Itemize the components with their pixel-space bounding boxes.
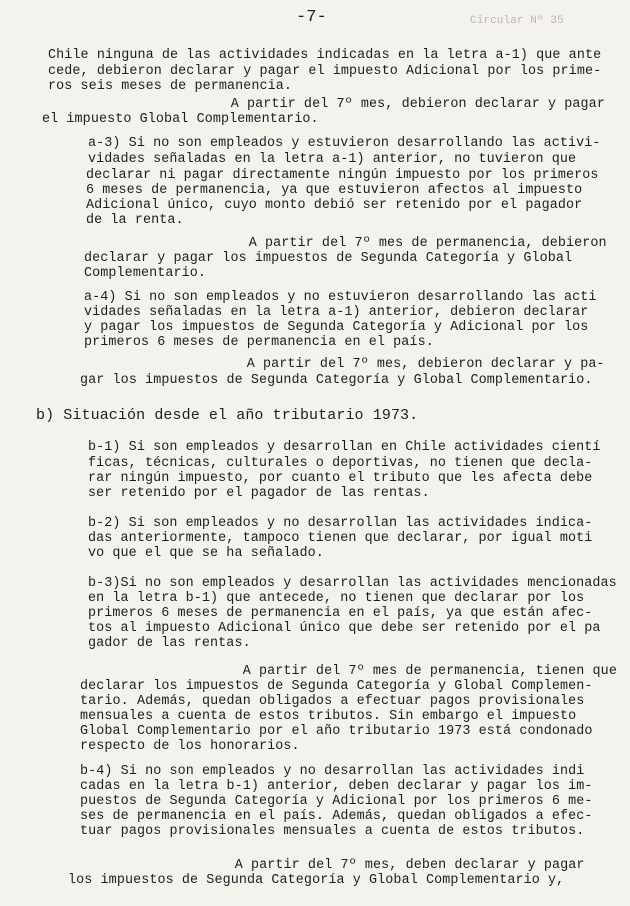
- text-line: cede, debieron declarar y pagar el impuesto Adicional por los prime-: [48, 64, 602, 79]
- text-line: y pagar los impuestos de Segunda Categoría y Adicional por los: [84, 320, 589, 335]
- text-line: tuar pagos provisionales mensuales a cuenta de estos tributos.: [80, 824, 585, 839]
- text-line: das anteriormente, tampoco tienen que declarar, por igual moti: [88, 531, 593, 546]
- text-line: mensuales a cuenta de estos tributos. Sin embargo el impuesto: [80, 709, 577, 724]
- text-line: tario. Además, quedan obligados a efectuar pagos provisionales: [80, 694, 585, 709]
- text-line: Complementario.: [84, 266, 207, 281]
- text-line: declarar los impuestos de Segunda Categoría y Global Complemen-: [80, 679, 593, 694]
- text-line: gar los impuestos de Segunda Categoría y Global Complementario.: [80, 373, 593, 388]
- text-line: A partir del 7º mes, debieron declarar y pagar: [68, 97, 605, 112]
- text-line: declarar y pagar los impuestos de Segunda Categoría y Global: [84, 251, 573, 266]
- text-line: declarar ni pagar directamente ningún impuesto por los primeros: [86, 168, 599, 183]
- text-line: a-3) Si no son empleados y estuvieron desarrollando las activi-: [88, 136, 601, 151]
- text-line: vidades señaladas en la letra a-1) anterior, debieron declarar: [84, 305, 589, 320]
- text-line: ficas, técnicas, culturales o deportivas, no tienen que decla-: [88, 456, 593, 471]
- text-line: ses de permanencia en el país. Además, quedan obligados a efec-: [80, 809, 593, 824]
- bleed-through-header: Circular Nº 35: [470, 15, 564, 27]
- text-line: b-4) Si no son empleados y no desarrollan las actividades indi: [80, 764, 585, 779]
- text-line: de la renta.: [86, 213, 184, 228]
- page-number: -7-: [296, 8, 327, 27]
- text-line: 6 meses de permanencia, ya que estuvieron afectos al impuesto: [86, 183, 583, 198]
- text-line: vidades señaladas en la letra a-1) anterior, no tuvieron que: [88, 152, 577, 167]
- text-line: en la letra b-1) que antecede, no tienen que declarar por los: [88, 591, 585, 606]
- text-line: primeros 6 meses de permanencia en el país, ya que están afec-: [88, 606, 593, 621]
- text-line: a-4) Si no son empleados y no estuvieron desarrollando las acti: [84, 290, 597, 305]
- text-line: vo que el que se ha señalado.: [88, 546, 324, 561]
- section-heading: b) Situación desde el año tributario 1973.: [36, 407, 419, 424]
- text-line: primeros 6 meses de permanencia en el país.: [84, 335, 434, 350]
- text-line: ros seis meses de permanencia.: [48, 79, 293, 94]
- text-line: b-2) Si son empleados y no desarrollan las actividades indica-: [88, 516, 593, 531]
- text-line: A partir del 7º mes, deben declarar y pagar: [72, 858, 585, 873]
- text-line: ser retenido por el pagador de las rentas.: [88, 486, 430, 501]
- text-line: b-3)Si no son empleados y desarrollan las actividades mencionadas: [88, 576, 617, 591]
- text-line: puestos de Segunda Categoría y Adicional por los primeros 6 me-: [80, 794, 593, 809]
- text-line: tos al impuesto Adicional único que debe ser retenido por el pa: [88, 621, 601, 636]
- text-line: Global Complementario por el año tributario 1973 está condonado: [80, 724, 593, 739]
- text-line: gador de las rentas.: [88, 636, 251, 651]
- text-line: cadas en la letra b-1) anterior, deben declarar y pagar los im-: [80, 779, 593, 794]
- text-line: Chile ninguna de las actividades indicadas en la letra a-1) que ante: [48, 48, 602, 63]
- text-line: A partir del 7º mes de permanencia, tienen que: [80, 664, 617, 679]
- text-line: rar ningún impuesto, por cuanto el tributo que les afecta debe: [88, 471, 593, 486]
- text-line: respecto de los honorarios.: [80, 739, 300, 754]
- text-line: b-1) Si son empleados y desarrollan en Chile actividades cientí: [88, 440, 601, 455]
- text-line: Adicional único, cuyo monto debió ser retenido por el pagador: [86, 198, 583, 213]
- text-line: A partir del 7º mes, debieron declarar y pa-: [84, 357, 605, 372]
- text-line: el impuesto Global Complementario.: [42, 112, 319, 127]
- text-line: A partir del 7º mes de permanencia, debieron: [86, 236, 607, 251]
- text-line: los impuestos de Segunda Categoría y Global Complementario y,: [68, 873, 565, 888]
